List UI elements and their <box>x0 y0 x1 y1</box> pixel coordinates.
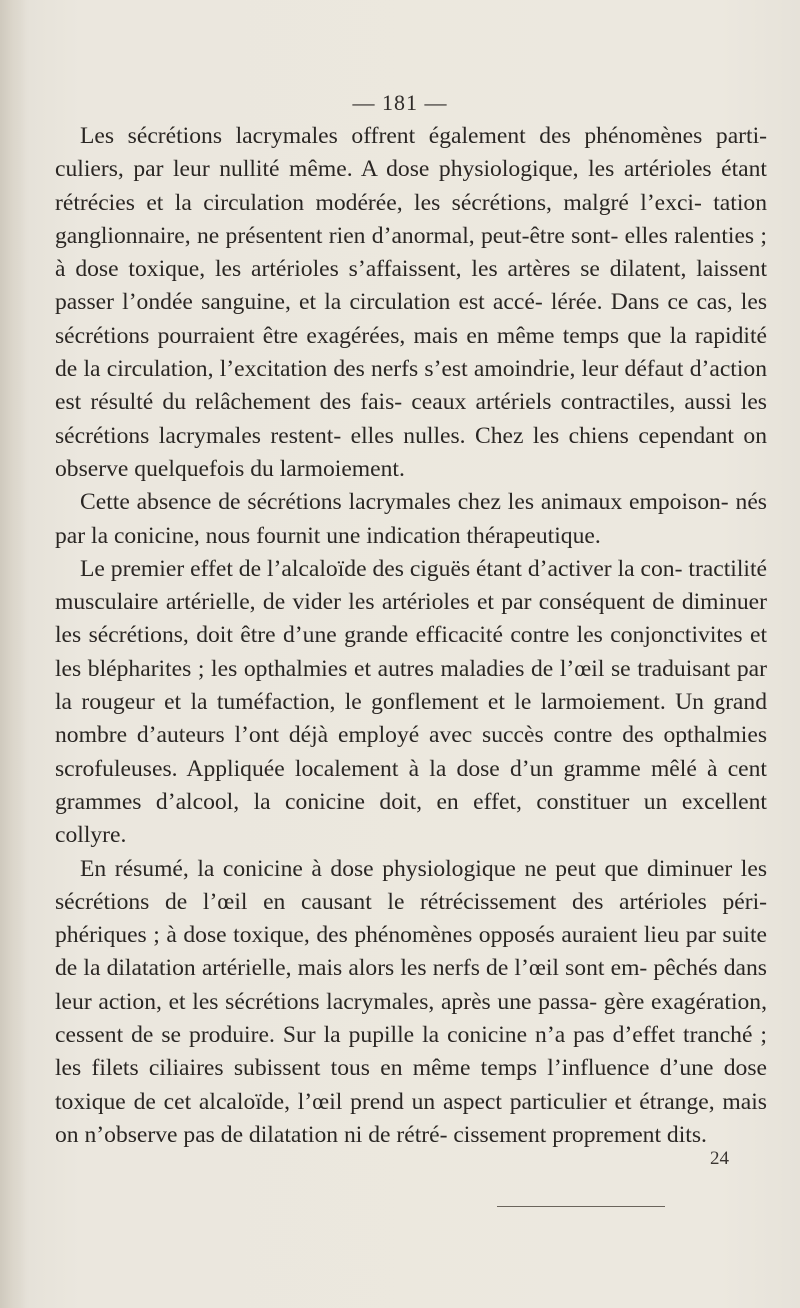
page-gutter-shadow <box>0 0 26 1308</box>
paragraph-2: Cette absence de sécrétions lacrymales chez les animaux empoison- nés par la conicine, nous fournit une indication thérapeutique. <box>55 489 767 549</box>
signature-mark: 24 <box>710 1148 729 1169</box>
bottom-rule-divider <box>497 1206 665 1207</box>
paragraph-1: Les sécrétions lacrymales offrent également des phénomènes parti- culiers, par leur nullité même. A dose physiologique, les artérioles étant rétrécies et la circulation modérée, les sécrétions, malgré l’exci- tation ganglionnaire, ne présentent rien d’anormal, peut-être sont- elles ralenties ; à dose toxique, les artérioles s’affaissent, les artères se dilatent, laissent passer l’ondée sanguine, et la circulation est accé- lérée. Dans ce cas, les sécrétions pourraient être exagérées, mais en même temps que la rapidité de la circulation, l’excitation des nerfs s’est amoindrie, leur défaut d’action est résulté du relâchement des fais- ceaux artériels contractiles, aussi les sécrétions lacrymales restent- elles nulles. Chez les chiens cependant on observe quelquefois du larmoiement. <box>55 123 767 482</box>
body-text <box>55 120 767 1152</box>
paragraph-3: Le premier effet de l’alcaloïde des ciguës étant d’activer la con- tractilité musculaire artérielle, de vider les artérioles et par conséquent de diminuer les sécrétions, doit être d’une grande efficacité contre les conjonctivites et les blépharites ; les opthalmies et autres maladies de l’œil se traduisant par la rougeur et la tuméfaction, le gonflement et le larmoiement. Un grand nombre d’auteurs l’ont déjà employé avec succès contre des opthalmies scrofuleuses. Appliquée localement à la dose d’un gramme mêlé à cent grammes d’alcool, la conicine doit, en effet, constituer un excellent collyre. <box>55 555 767 849</box>
paragraph-4: En résumé, la conicine à dose physiologique ne peut que diminuer les sécrétions de l’œil en causant le rétrécissement des artérioles péri- phériques ; à dose toxique, des phénomènes opposés auraient lieu par suite de la dilatation artérielle, mais alors les nerfs de l’œil sont em- pêchés dans leur action, et les sécrétions lacrymales, après une passa- gère exagération, cessent de se produire. Sur la pupille la conicine n’a pas d’effet tranché ; les filets ciliaires subissent tous en même temps l’influence d’une dose toxique de cet alcaloïde, l’œil prend un aspect particulier et étrange, mais on n’observe pas de dilatation ni de rétré- cissement proprement dits. <box>55 855 767 1148</box>
page-number: — 181 — <box>352 90 448 115</box>
